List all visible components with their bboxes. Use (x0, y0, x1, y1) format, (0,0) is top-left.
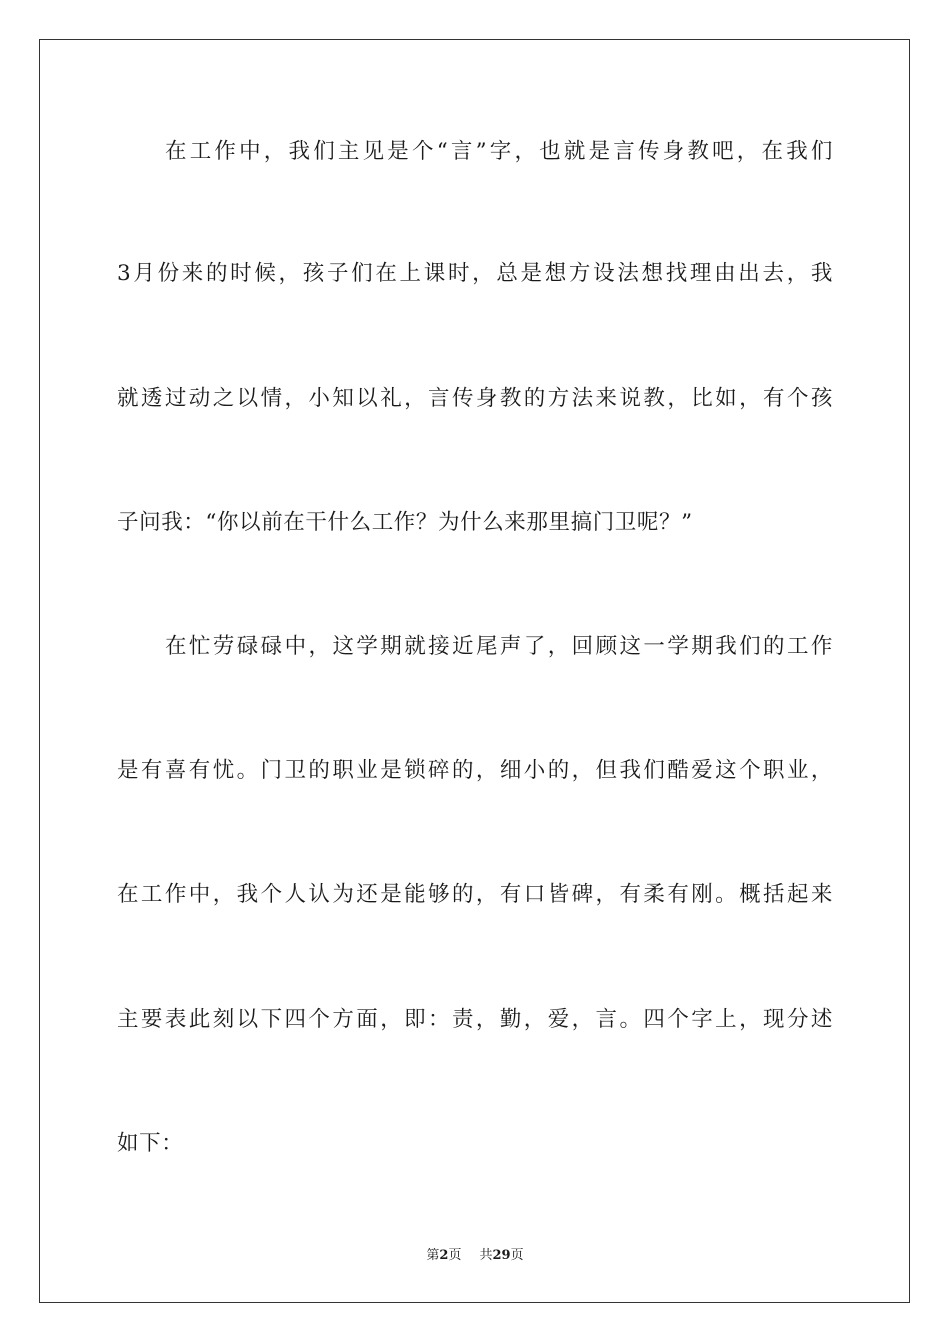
paragraph-2-line-5: 如下： (117, 1131, 184, 1156)
paragraph-2-line-3: 在工作中，我个人认为还是能够的，有口皆碑，有柔有刚。概括起来 (117, 882, 833, 907)
paragraph-1-line-4: 子问我：“你以前在干什么工作？为什么来那里搞门卫呢？” (117, 510, 693, 535)
page-unit: 页 (448, 1248, 462, 1263)
paragraph-2-line-2: 是有喜有忧。门卫的职业是锁碎的，细小的，但我们酷爱这个职业， (117, 758, 833, 783)
page-prefix: 第 (426, 1248, 440, 1263)
total-prefix: 共 (479, 1248, 493, 1263)
paragraph-1-line-1: 在工作中，我们主见是个“言”字，也就是言传身教吧，在我们 (165, 139, 833, 164)
total-page-count: 29 (492, 1248, 511, 1263)
page-number-footer (0, 1247, 950, 1265)
total-unit: 页 (510, 1248, 524, 1263)
paragraph-1-line-3: 就透过动之以情，小知以礼，言传身教的方法来说教，比如，有个孩 (117, 386, 833, 411)
paragraph-2-line-1: 在忙劳碌碌中，这学期就接近尾声了，回顾这一学期我们的工作 (165, 634, 833, 659)
page-border (39, 39, 910, 1303)
current-page-number: 2 (439, 1248, 449, 1263)
paragraph-1-line-2: 3月份来的时候，孩子们在上课时，总是想方设法想找理由出去，我 (117, 261, 833, 286)
paragraph-2-line-4: 主要表此刻以下四个方面，即：责，勤，爱，言。四个字上，现分述 (117, 1007, 833, 1032)
